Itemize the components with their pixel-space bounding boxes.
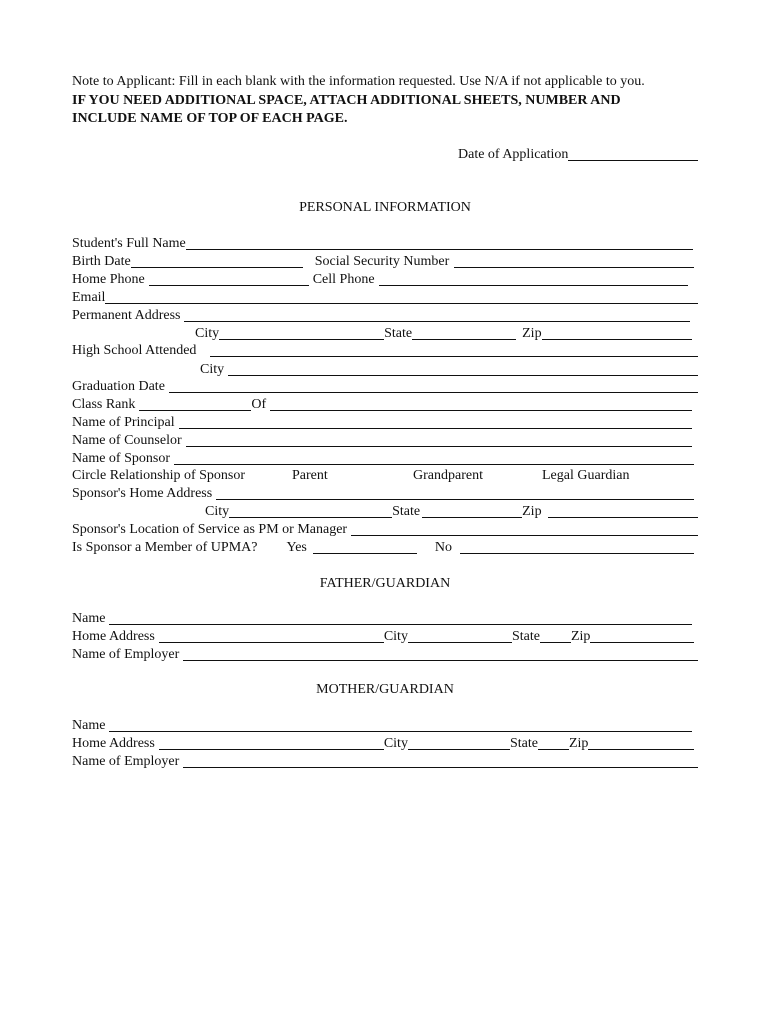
father-state-field[interactable]: [540, 629, 571, 643]
email-label: Email: [72, 290, 106, 305]
graduation-date-field[interactable]: [169, 379, 698, 393]
class-rank-label: Class Rank: [72, 397, 136, 412]
ssn-field[interactable]: [454, 254, 694, 268]
father-home-address-label: Home Address: [72, 629, 155, 644]
relationship-option-parent[interactable]: Parent: [292, 468, 328, 483]
father-zip-field[interactable]: [590, 629, 694, 643]
father-state-label: State: [511, 629, 540, 644]
class-rank-row: [72, 396, 698, 414]
date-of-application-label: Date of Application: [458, 147, 569, 162]
relationship-option-grandparent[interactable]: Grandparent: [413, 468, 483, 483]
high-school-city-row: [200, 361, 698, 379]
principal-label: Name of Principal: [72, 415, 175, 430]
zip-label: Zip: [522, 326, 542, 341]
mother-name-label: Name: [72, 718, 106, 733]
email-row: [72, 289, 698, 307]
upma-member-label: Is Sponsor a Member of UPMA?: [72, 540, 258, 555]
applicant-note: Note to Applicant: Fill in each blank with the information requested. Use N/A if not applicable to you.: [72, 74, 645, 89]
father-name-label: Name: [72, 611, 106, 626]
ssn-label: Social Security Number: [314, 254, 450, 269]
mother-city-field[interactable]: [408, 736, 510, 750]
sponsor-state-field[interactable]: [422, 504, 522, 518]
permanent-address-label: Permanent Address: [72, 308, 181, 323]
sponsor-address-label: Sponsor's Home Address: [72, 486, 213, 501]
father-employer-row: [72, 646, 698, 664]
city-field[interactable]: [219, 326, 384, 340]
father-guardian-heading: FATHER/GUARDIAN: [319, 576, 451, 591]
counselor-row: [72, 432, 698, 450]
father-employer-field[interactable]: [183, 647, 698, 661]
birth-ssn-row: [72, 253, 698, 271]
father-city-label: City: [383, 629, 408, 644]
class-size-of-label: Of: [251, 397, 267, 412]
high-school-row: [72, 342, 698, 360]
father-address-row: [72, 628, 698, 646]
graduation-date-label: Graduation Date: [72, 379, 165, 394]
mother-home-address-field[interactable]: [159, 736, 384, 750]
sponsor-field[interactable]: [174, 451, 694, 465]
counselor-label: Name of Counselor: [72, 433, 182, 448]
sponsor-location-field[interactable]: [351, 522, 698, 536]
relationship-label: Circle Relationship of Sponsor: [72, 468, 246, 483]
home-phone-field[interactable]: [149, 272, 309, 286]
full-name-row: [72, 235, 698, 253]
sponsor-address-field[interactable]: [216, 486, 694, 500]
full-name-label: Student's Full Name: [72, 236, 186, 251]
father-name-row: [72, 610, 698, 628]
mother-employer-field[interactable]: [183, 754, 698, 768]
mother-state-field[interactable]: [538, 736, 569, 750]
principal-row: [72, 414, 698, 432]
mother-name-field[interactable]: [109, 718, 692, 732]
state-field[interactable]: [412, 326, 516, 340]
state-label: State: [384, 326, 413, 341]
sponsor-address-row: [72, 485, 698, 503]
high-school-city-field[interactable]: [228, 362, 698, 376]
mother-guardian-heading: MOTHER/GUARDIAN: [316, 682, 454, 697]
permanent-address-field[interactable]: [184, 308, 690, 322]
mother-home-address-label: Home Address: [72, 736, 155, 751]
mother-address-row: [72, 735, 698, 753]
home-phone-label: Home Phone: [72, 272, 145, 287]
date-of-application-field[interactable]: [568, 147, 698, 161]
high-school-city-label: City: [200, 362, 225, 377]
mother-state-label: State: [509, 736, 538, 751]
mother-employer-row: [72, 753, 698, 771]
father-employer-label: Name of Employer: [72, 647, 180, 662]
high-school-label: High School Attended: [72, 343, 197, 358]
father-home-address-field[interactable]: [159, 629, 384, 643]
graduation-date-row: [72, 378, 698, 396]
upma-yes-field[interactable]: [313, 540, 417, 554]
class-size-field[interactable]: [270, 397, 692, 411]
sponsor-city-field[interactable]: [229, 504, 392, 518]
city-label: City: [195, 326, 220, 341]
additional-space-notice-line2: INCLUDE NAME OF TOP OF EACH PAGE.: [72, 111, 348, 126]
mother-name-row: [72, 717, 698, 735]
birth-date-field[interactable]: [131, 254, 303, 268]
date-of-application-row: [458, 146, 698, 164]
mother-employer-label: Name of Employer: [72, 754, 180, 769]
upma-member-row: [72, 539, 698, 557]
cell-phone-field[interactable]: [379, 272, 688, 286]
sponsor-city-label: City: [205, 504, 230, 519]
upma-yes-label: Yes: [286, 540, 307, 555]
relationship-row: [72, 467, 698, 485]
mother-city-label: City: [383, 736, 408, 751]
upma-no-label: No: [434, 540, 452, 555]
personal-information-heading: PERSONAL INFORMATION: [299, 200, 471, 215]
sponsor-location-label: Sponsor's Location of Service as PM or Manager: [72, 522, 348, 537]
father-city-field[interactable]: [408, 629, 512, 643]
relationship-option-legal-guardian[interactable]: Legal Guardian: [542, 468, 630, 483]
birth-date-label: Birth Date: [72, 254, 131, 269]
mother-zip-field[interactable]: [588, 736, 694, 750]
full-name-field[interactable]: [186, 236, 693, 250]
sponsor-zip-field[interactable]: [548, 504, 698, 518]
father-zip-label: Zip: [570, 629, 591, 644]
sponsor-label: Name of Sponsor: [72, 451, 170, 466]
permanent-address-row: [72, 307, 698, 325]
mother-zip-label: Zip: [568, 736, 589, 751]
sponsor-row: [72, 450, 698, 468]
sponsor-zip-label: Zip: [522, 504, 542, 519]
principal-field[interactable]: [179, 415, 692, 429]
cell-phone-label: Cell Phone: [312, 272, 375, 287]
sponsor-location-row: [72, 521, 698, 539]
zip-field[interactable]: [542, 326, 692, 340]
upma-no-field[interactable]: [460, 540, 694, 554]
high-school-field[interactable]: [210, 343, 698, 357]
permanent-city-row: [195, 325, 698, 343]
sponsor-city-row: [205, 503, 698, 521]
counselor-field[interactable]: [186, 433, 692, 447]
class-rank-field[interactable]: [139, 397, 251, 411]
additional-space-notice-line1: IF YOU NEED ADDITIONAL SPACE, ATTACH ADDITIONAL SHEETS, NUMBER AND: [72, 93, 621, 108]
sponsor-state-label: State: [392, 504, 421, 519]
email-field[interactable]: [105, 290, 698, 304]
phone-row: [72, 271, 698, 289]
father-name-field[interactable]: [109, 611, 692, 625]
